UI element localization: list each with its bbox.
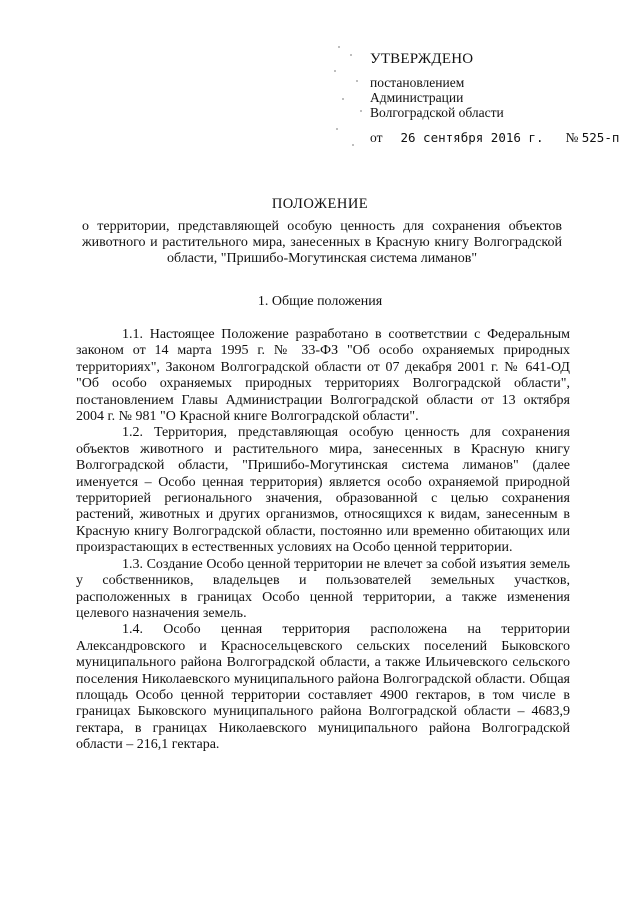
section-heading: 1. Общие положения bbox=[257, 294, 383, 309]
document-title: ПОЛОЖЕНИЕ bbox=[271, 196, 369, 212]
approval-block bbox=[370, 52, 504, 120]
approval-number: 525-п bbox=[581, 130, 620, 145]
stamp-trace bbox=[330, 40, 370, 160]
approval-date-row bbox=[370, 130, 619, 146]
paragraph-1-1: 1.1. Настоящее Положение разработано в соответствии с Федеральным законом от 14 марта 1995 г. № 33-ФЗ "Об особо охраняемых природных территориях", Законом Волгоградской области от 07 декабря 2001 г. № 641-ОД "Об особо охраняемых природных территориях Волгоградской области", постановлением Главы Администрации Волгоградской области от 13 октября 2004 г. № 981 "О Красной книге Волгоградской области". bbox=[76, 327, 570, 425]
approved-by-line-3: Волгоградской области bbox=[370, 105, 504, 120]
approved-label: УТВЕРЖДЕНО bbox=[370, 51, 474, 67]
approved-by-line-2: Администрации bbox=[370, 90, 464, 105]
section-body bbox=[76, 327, 570, 754]
approval-date: 26 сентября 2016 г. bbox=[400, 130, 544, 145]
number-prefix: № bbox=[565, 130, 579, 145]
approved-by-line-1: постановлением bbox=[370, 75, 465, 90]
paragraph-1-4: 1.4. Особо ценная территория расположена на территории Александровского и Красносельцевского сельских поселений Быковского муниципального района Волгоградской области, а также Ильичевского сельского поселения Николаевского муниципального района Волгоградской области. Общая площадь Особо ценной территории составляет 4900 гектаров, в том числе в границах Быковского муниципального района Волгоградской области – 4683,9 гектара, в границах Николаевского муниципального района Волгоградской области – 216,1 гектара. bbox=[76, 622, 570, 753]
paragraph-1-3: 1.3. Создание Особо ценной территории не влечет за собой изъятия земель у собственников, владельцев и пользователей земельных участков, расположенных в границах Особо ценной территории, а также изменения целевого назначения земель. bbox=[76, 556, 570, 621]
date-prefix: от bbox=[370, 130, 383, 145]
paragraph-1-2: 1.2. Территория, представляющая особую ценность для сохранения объектов животного и растительного мира, занесенных в Красную книгу Волгоградской области, "Пришибо-Могутинская система лиманов" (далее именуется – Особо ценная территория) является особо охраняемой природной территорией регионального значения, образованной с целью сохранения растений, животных и других организмов, относящихся к видам, занесенным в Красную книгу Волгоградской области, постоянно или временно обитающих или произрастающих в естественных условиях на Особо ценной территории. bbox=[76, 425, 570, 556]
document-subtitle: о территории, представляющей особую ценность для сохранения объектов животного и растительного мира, занесенных в Красную книгу Волгоградской области, "Пришибо-Могутинская система лиманов" bbox=[82, 219, 562, 266]
